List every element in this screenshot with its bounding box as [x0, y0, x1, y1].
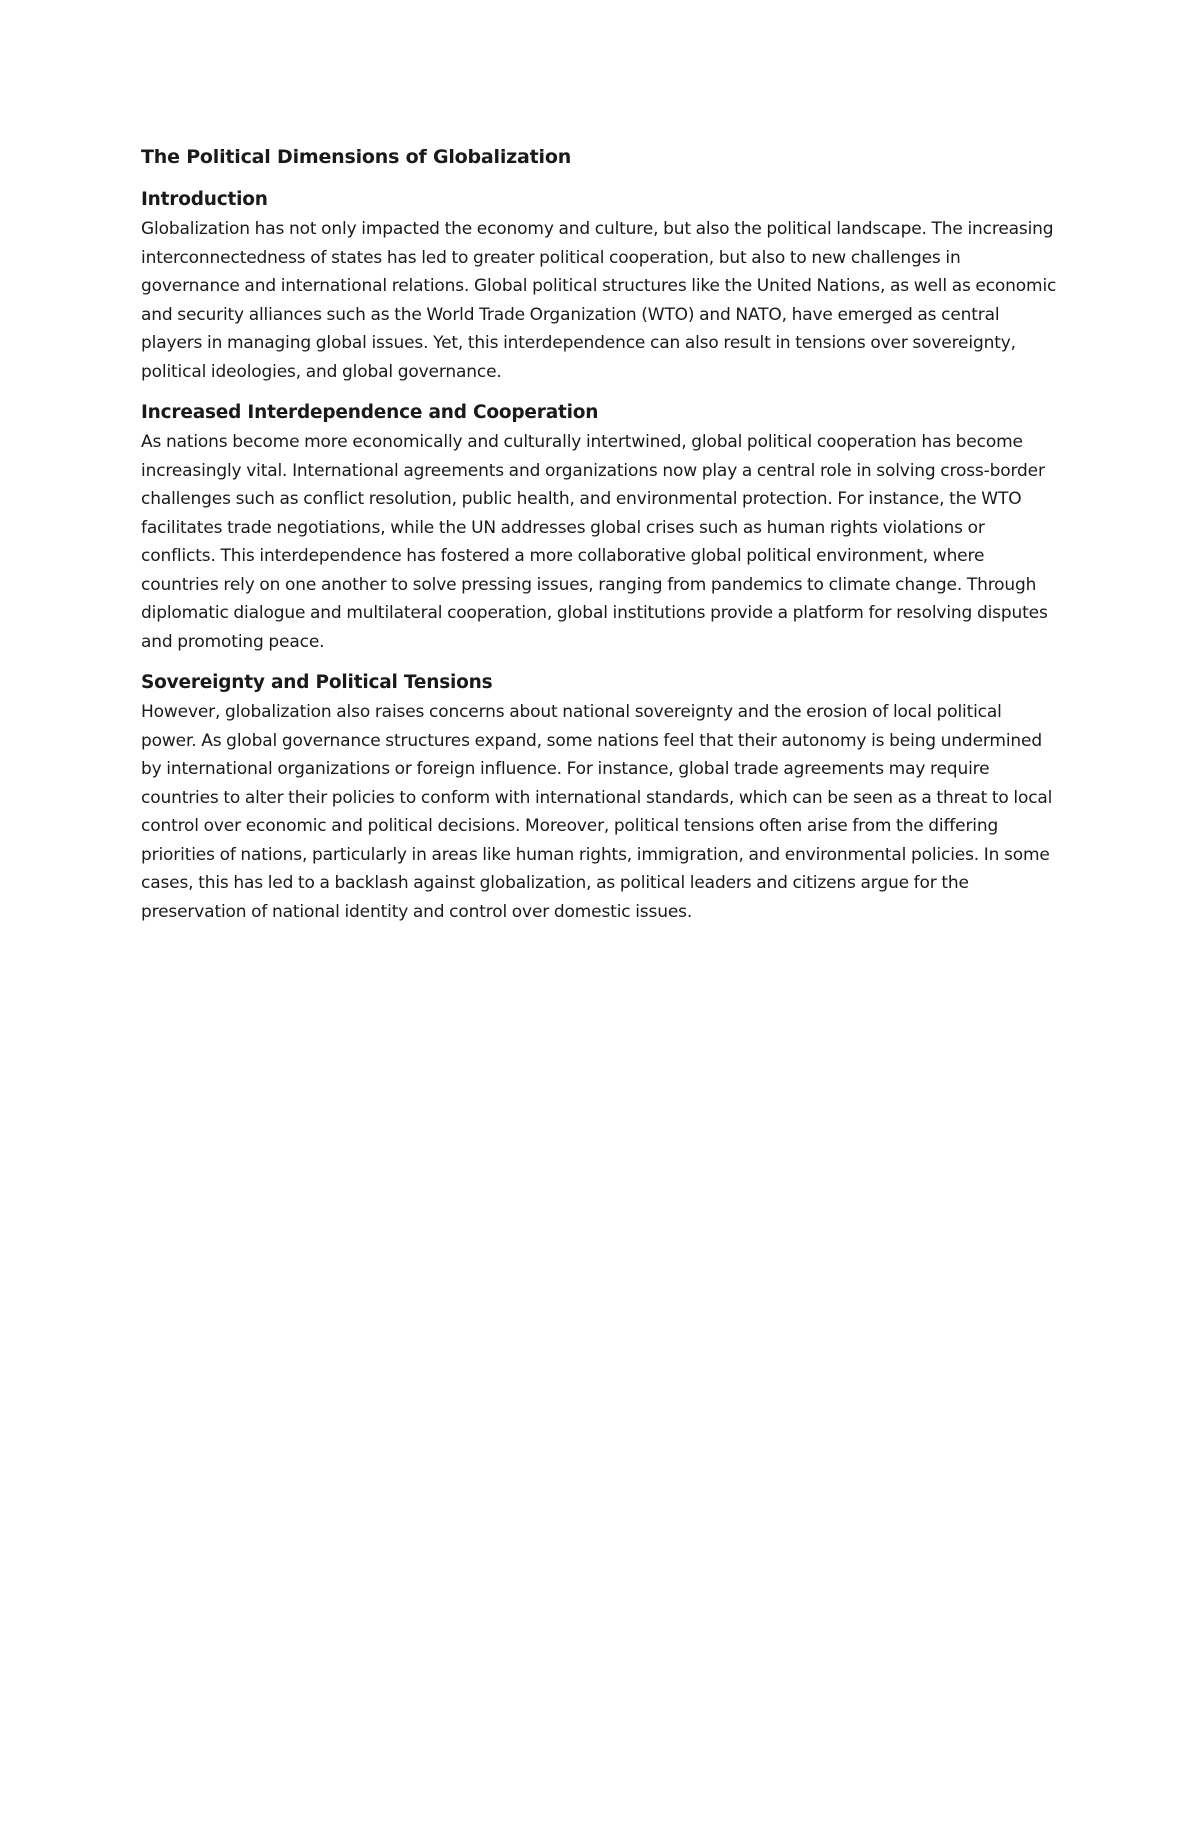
document-title: The Political Dimensions of Globalization	[141, 146, 572, 168]
section-heading-interdependence: Increased Interdependence and Cooperation	[141, 402, 599, 423]
section-introduction	[141, 185, 1060, 386]
section-sovereignty	[141, 668, 1060, 926]
section-body-interdependence: As nations become more economically and culturally intertwined, global political cooperation has become increasingly vital. International agreements and organizations now play a central role in solving cross-border challenges such as conflict resolution, public health, and environmental protection. For instance, the WTO facilitates trade negotiations, while the UN addresses global crises such as human rights violations or conflicts. This interdependence has fostered a more collaborative global political environment, where countries rely on one another to solve pressing issues, ranging from pandemics to climate change. Through diplomatic dialogue and multilateral cooperation, global institutions provide a platform for resolving disputes and promoting peace.	[141, 432, 1048, 652]
section-body-sovereignty: However, globalization also raises concerns about national sovereignty and the erosion of local political power. As global governance structures expand, some nations feel that their autonomy is being undermined by international organizations or foreign influence. For instance, global trade agreements may require countries to alter their policies to conform with international standards, which can be seen as a threat to local control over economic and political decisions. Moreover, political tensions often arise from the differing priorities of nations, particularly in areas like human rights, immigration, and environmental policies. In some cases, this has led to a backlash against globalization, as political leaders and citizens argue for the preservation of national identity and control over domestic issues.	[141, 702, 1053, 922]
section-heading-sovereignty: Sovereignty and Political Tensions	[141, 672, 493, 693]
section-interdependence	[141, 398, 1060, 656]
section-heading-introduction: Introduction	[141, 189, 268, 210]
section-body-introduction: Globalization has not only impacted the economy and culture, but also the political landscape. The increasing interconnectedness of states has led to greater political cooperation, but also to new challenges in governance and international relations. Global political structures like the United Nations, as well as economic and security alliances such as the World Trade Organization (WTO) and NATO, have emerged as central players in managing global issues. Yet, this interdependence can also result in tensions over sovereignty, political ideologies, and global governance.	[141, 219, 1057, 382]
